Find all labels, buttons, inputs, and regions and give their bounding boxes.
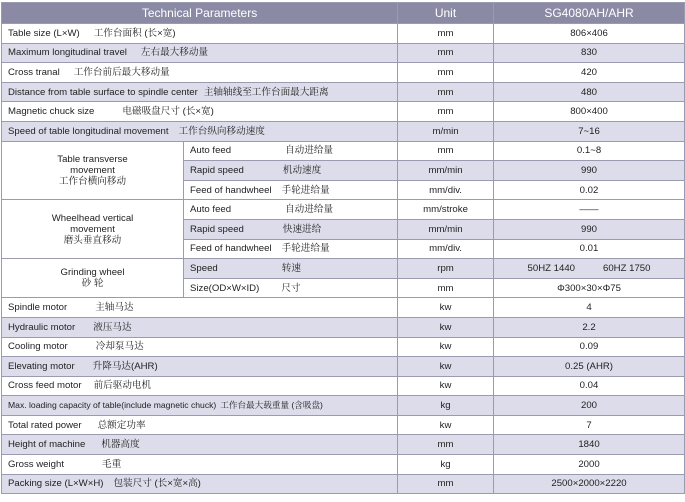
- row-label-cn: 工作台前后最大移动量: [73, 66, 170, 78]
- row-label-cn: 自动进给量: [285, 204, 334, 216]
- table-row: [2, 24, 685, 44]
- row-unit: kw: [398, 317, 494, 337]
- row-value: 806×406: [494, 24, 685, 44]
- row-label: [184, 219, 398, 239]
- row-label-en: Size(OD×W×ID): [190, 282, 260, 294]
- row-unit: mm/stroke: [398, 200, 494, 220]
- group-label-line: Wheelhead vertical: [51, 212, 134, 224]
- table-row: [2, 376, 685, 396]
- row-value: 2000: [494, 455, 685, 475]
- row-label: [2, 63, 398, 83]
- row-unit: kw: [398, 357, 494, 377]
- row-label-cn: 包装尺寸 (长×宽×高): [113, 478, 201, 490]
- table-row: [2, 259, 685, 279]
- row-unit: kw: [398, 376, 494, 396]
- row-label-en: Max. loading capacity of table(include magnetic chuck): [8, 400, 217, 411]
- row-label: [2, 24, 398, 44]
- row-unit: kw: [398, 298, 494, 318]
- spec-table: [1, 2, 685, 494]
- row-unit: mm: [398, 24, 494, 44]
- row-label-en: Cross tranal: [8, 66, 60, 78]
- row-label-cn: 工作台面积 (长×宽): [93, 27, 176, 39]
- row-value: 830: [494, 43, 685, 63]
- row-label: [2, 376, 398, 396]
- row-label-cn: 前后驱动电机: [93, 380, 152, 392]
- row-label: [2, 474, 398, 494]
- table-row: [2, 455, 685, 475]
- table-row: [2, 298, 685, 318]
- row-label: [184, 161, 398, 181]
- table-row: [2, 435, 685, 455]
- row-label-en: Total rated power: [8, 419, 82, 431]
- row-label-cn: 机器高度: [101, 439, 140, 451]
- table-row: [2, 43, 685, 63]
- row-label-cn: 工作台纵向移动速度: [178, 125, 265, 137]
- group-label-line: Grinding wheel: [60, 267, 125, 279]
- row-unit: mm: [398, 435, 494, 455]
- row-label: [184, 239, 398, 259]
- row-label: [184, 259, 398, 279]
- row-label: [184, 278, 398, 298]
- row-label: [2, 317, 398, 337]
- row-unit: kw: [398, 337, 494, 357]
- row-value: 0.04: [494, 376, 685, 396]
- row-unit: mm: [398, 141, 494, 161]
- group-label-table-transverse: [2, 141, 184, 200]
- row-label: [2, 337, 398, 357]
- speed-60hz: 60HZ 1750: [603, 262, 651, 274]
- table-row: [2, 102, 685, 122]
- group-label-line: movement: [70, 164, 115, 176]
- group-label-wheelhead-vertical: [2, 200, 184, 259]
- row-label: [2, 396, 398, 416]
- row-label-cn: 快速进给: [282, 223, 322, 235]
- group-label-line: movement: [70, 223, 115, 235]
- header-row: [2, 3, 685, 24]
- row-label: [2, 102, 398, 122]
- row-value: 200: [494, 396, 685, 416]
- row-value: 0.02: [494, 180, 685, 200]
- row-label-en: Maximum longitudinal travel: [8, 47, 127, 59]
- row-label-en: Auto feed: [190, 145, 232, 157]
- table-row: [2, 357, 685, 377]
- row-label-en: Gross weight: [8, 458, 64, 470]
- header-unit: Unit: [398, 3, 494, 24]
- row-label-en: Hydraulic motor: [8, 321, 76, 333]
- table-row: [2, 200, 685, 220]
- row-label-cn: 尺寸: [281, 282, 301, 294]
- row-label-en: Feed of handwheel: [190, 184, 272, 196]
- row-value: 7~16: [494, 121, 685, 141]
- group-label-line: Table transverse: [57, 153, 128, 165]
- row-label-cn: 液压马达: [93, 321, 132, 333]
- row-label: [184, 141, 398, 161]
- table-row: [2, 141, 685, 161]
- row-label-en: Rapid speed: [190, 164, 244, 176]
- row-label-cn: 手轮进给量: [281, 184, 330, 196]
- row-label-en: Elevating motor: [8, 360, 75, 372]
- row-label-cn: 电磁吸盘尺寸 (长×宽): [122, 106, 214, 118]
- row-label-cn: 机动速度: [282, 164, 322, 176]
- row-value: 480: [494, 82, 685, 102]
- row-label-cn: 左右最大移动量: [140, 47, 209, 59]
- row-label-cn: 总额定功率: [97, 419, 146, 431]
- row-value: ——: [494, 200, 685, 220]
- row-value: 420: [494, 63, 685, 83]
- row-label-cn: 主轴轴线至工作台面最大距离: [203, 86, 329, 98]
- row-label-cn: 主轴马达: [95, 302, 134, 314]
- row-label: [2, 435, 398, 455]
- row-label-cn: 冷却泵马达: [95, 341, 144, 353]
- table-row: [2, 317, 685, 337]
- row-label-en: Cooling motor: [8, 341, 68, 353]
- row-unit: kg: [398, 396, 494, 416]
- row-value: 2.2: [494, 317, 685, 337]
- row-unit: mm: [398, 43, 494, 63]
- row-unit: mm: [398, 82, 494, 102]
- row-label-cn: 工作台最大载重量 (含吸盘): [220, 400, 323, 411]
- row-value: 0.09: [494, 337, 685, 357]
- table-row: [2, 396, 685, 416]
- row-unit: mm: [398, 102, 494, 122]
- row-value: 990: [494, 161, 685, 181]
- row-label: [2, 357, 398, 377]
- row-label: [184, 200, 398, 220]
- row-label-cn: 转速: [281, 262, 301, 274]
- row-value: 7: [494, 415, 685, 435]
- row-label-cn: 升降马达(AHR): [92, 360, 158, 372]
- row-value: 1840: [494, 435, 685, 455]
- row-label: [2, 43, 398, 63]
- table-row: [2, 474, 685, 494]
- row-label: [2, 415, 398, 435]
- group-label-grinding-wheel: [2, 259, 184, 298]
- row-unit: m/min: [398, 121, 494, 141]
- row-label-cn: 手轮进给量: [281, 243, 330, 255]
- row-label: [2, 455, 398, 475]
- row-unit: mm/min: [398, 161, 494, 181]
- table-row: [2, 337, 685, 357]
- row-label-en: Table size (L×W): [8, 27, 80, 39]
- row-label: [2, 298, 398, 318]
- row-value: 990: [494, 219, 685, 239]
- row-value: [494, 259, 685, 279]
- row-label-en: Distance from table surface to spindle center: [8, 86, 198, 98]
- row-label-en: Speed of table longitudinal movement: [8, 125, 169, 137]
- row-label-en: Height of machine: [8, 439, 86, 451]
- group-label-line: 工作台横向移动: [58, 175, 127, 187]
- row-label-en: Magnetic chuck size: [8, 106, 95, 118]
- table-row: [2, 121, 685, 141]
- row-value: 0.01: [494, 239, 685, 259]
- row-label-en: Cross feed motor: [8, 380, 82, 392]
- row-unit: mm/div.: [398, 180, 494, 200]
- row-unit: kw: [398, 415, 494, 435]
- row-value: 800×400: [494, 102, 685, 122]
- row-label-en: Spindle motor: [8, 302, 68, 314]
- row-unit: rpm: [398, 259, 494, 279]
- row-value: 4: [494, 298, 685, 318]
- table-row: [2, 63, 685, 83]
- row-unit: mm: [398, 63, 494, 83]
- header-model: SG4080AH/AHR: [494, 3, 685, 24]
- header-param: Technical Parameters: [2, 3, 398, 24]
- row-label: [184, 180, 398, 200]
- row-unit: mm: [398, 278, 494, 298]
- row-value: Φ300×30×Φ75: [494, 278, 685, 298]
- row-value: 0.25 (AHR): [494, 357, 685, 377]
- row-unit: mm: [398, 474, 494, 494]
- table-row: [2, 82, 685, 102]
- row-unit: kg: [398, 455, 494, 475]
- table-row: [2, 415, 685, 435]
- row-label-en: Packing size (L×W×H): [8, 478, 104, 490]
- row-value: 2500×2000×2220: [494, 474, 685, 494]
- speed-50hz: 50HZ 1440: [527, 262, 576, 274]
- row-label-en: Auto feed: [190, 204, 232, 216]
- row-label: [2, 82, 398, 102]
- row-unit: mm/min: [398, 219, 494, 239]
- row-unit: mm/div.: [398, 239, 494, 259]
- row-value: 0.1~8: [494, 141, 685, 161]
- row-label-en: Rapid speed: [190, 223, 244, 235]
- row-label-cn: 毛重: [101, 458, 122, 470]
- group-label-line: 砂 轮: [81, 278, 104, 290]
- row-label-cn: 自动进给量: [285, 145, 334, 157]
- row-label-en: Speed: [190, 262, 218, 274]
- group-label-line: 磨头垂直移动: [63, 234, 122, 246]
- row-label: [2, 121, 398, 141]
- row-label-en: Feed of handwheel: [190, 243, 272, 255]
